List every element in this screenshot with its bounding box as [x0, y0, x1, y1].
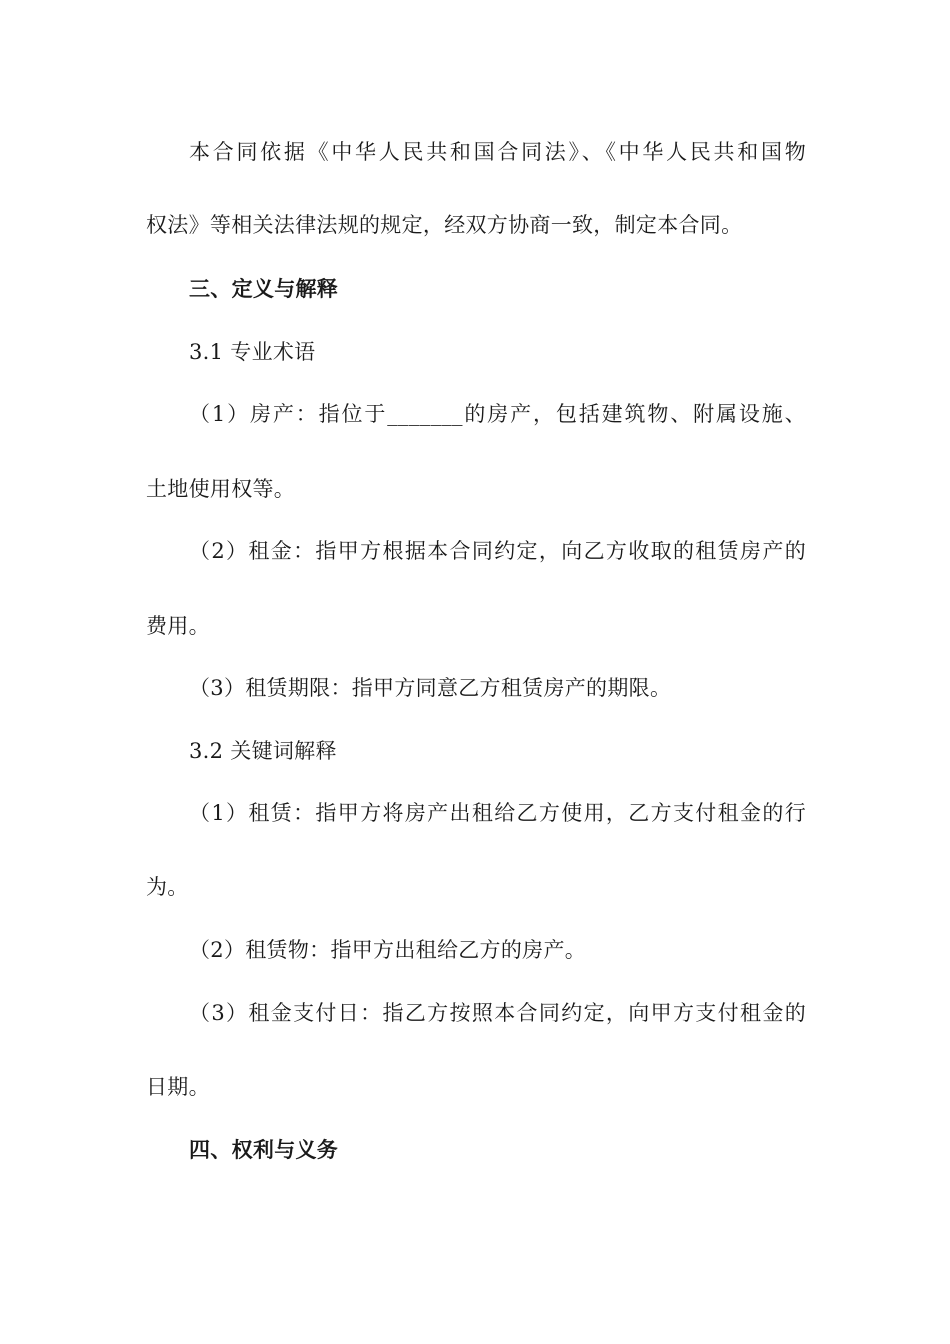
subsection-terms: 3.1 专业术语: [189, 340, 316, 364]
item-property-line-1: （1）房产：指位于_______的房产，包括建筑物、附属设施、: [189, 402, 806, 426]
paragraph-basis-line-1: 本合同依据《中华人民共和国合同法》、《中华人民共和国物: [189, 140, 806, 164]
section-heading-definitions: 三、定义与解释: [189, 276, 339, 301]
subsection-keywords: 3.2 关键词解释: [189, 739, 337, 763]
item-property-line-2: 土地使用权等。: [146, 477, 296, 501]
item-lease-line-2: 为。: [146, 875, 189, 899]
item-rent-line-2: 费用。: [146, 614, 210, 638]
item-payment-date-line-2: 日期。: [146, 1075, 210, 1099]
item-leased-object: （2）租赁物：指甲方出租给乙方的房产。: [189, 938, 587, 962]
item-lease-term: （3）租赁期限：指甲方同意乙方租赁房产的期限。: [189, 676, 672, 700]
paragraph-basis-line-2: 权法》等相关法律法规的规定，经双方协商一致，制定本合同。: [146, 213, 743, 237]
item-lease-line-1: （1）租赁：指甲方将房产出租给乙方使用，乙方支付租金的行: [189, 801, 806, 825]
section-heading-rights-obligations: 四、权利与义务: [189, 1137, 339, 1162]
item-rent-line-1: （2）租金：指甲方根据本合同约定，向乙方收取的租赁房产的: [189, 539, 806, 563]
item-payment-date-line-1: （3）租金支付日：指乙方按照本合同约定，向甲方支付租金的: [189, 1001, 806, 1025]
